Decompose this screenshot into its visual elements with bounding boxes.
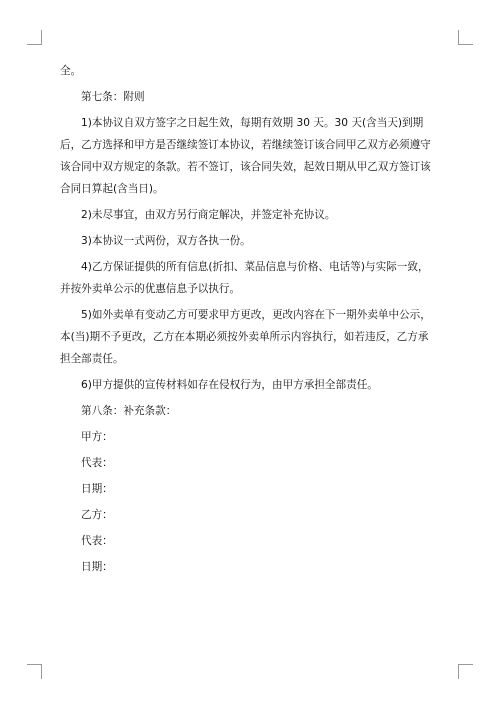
signature-party-a-representative-label: 代表： <box>81 457 113 469</box>
signature-party-b-label: 乙方： <box>81 509 113 521</box>
document-body <box>60 60 438 582</box>
crop-mark-bottom-right <box>458 664 473 679</box>
clause-7-1: 1)本协议自双方签字之日起生效，每期有效期 30 天。30 天(含当天)到期后，乙方选择和甲方是否继续签订本协议，若继续签订该合同甲乙双方必须遵守该合同中双方规定的条款。若不签订，该合同失效，起效日期从甲乙双方签订该合同日算起(含当日)。 <box>60 117 431 195</box>
crop-mark-top-left <box>27 30 42 45</box>
crop-mark-top-right <box>458 30 473 45</box>
section-heading-article-8: 第八条：补充条款： <box>81 405 177 417</box>
crop-mark-bottom-left <box>27 664 42 679</box>
signature-party-a-date-label: 日期： <box>81 483 113 495</box>
paragraph-continuation: 全。 <box>60 65 82 77</box>
clause-7-5: 5)如外卖单有变动乙方可要求甲方更改，更改内容在下一期外卖单中公示，本(当)期不予更改，乙方在本期必须按外卖单所示内容执行，如若违反，乙方承担全部责任。 <box>60 309 431 365</box>
clause-7-3: 3)本协议一式两份，双方各执一份。 <box>81 235 251 247</box>
signature-party-b-representative-label: 代表： <box>81 535 113 547</box>
section-heading-article-7: 第七条：附则 <box>81 91 145 103</box>
clause-7-2: 2)未尽事宜，由双方另行商定解决，并签定补充协议。 <box>81 209 336 221</box>
signature-party-b-date-label: 日期： <box>81 561 113 573</box>
clause-7-4: 4)乙方保证提供的所有信息(折扣、菜品信息与价格、电话等)与实际一致，并按外卖单公示的优惠信息予以执行。 <box>60 261 429 295</box>
signature-party-a-label: 甲方： <box>81 431 113 443</box>
clause-7-6: 6)甲方提供的宣传材料如存在侵权行为，由甲方承担全部责任。 <box>81 379 378 391</box>
